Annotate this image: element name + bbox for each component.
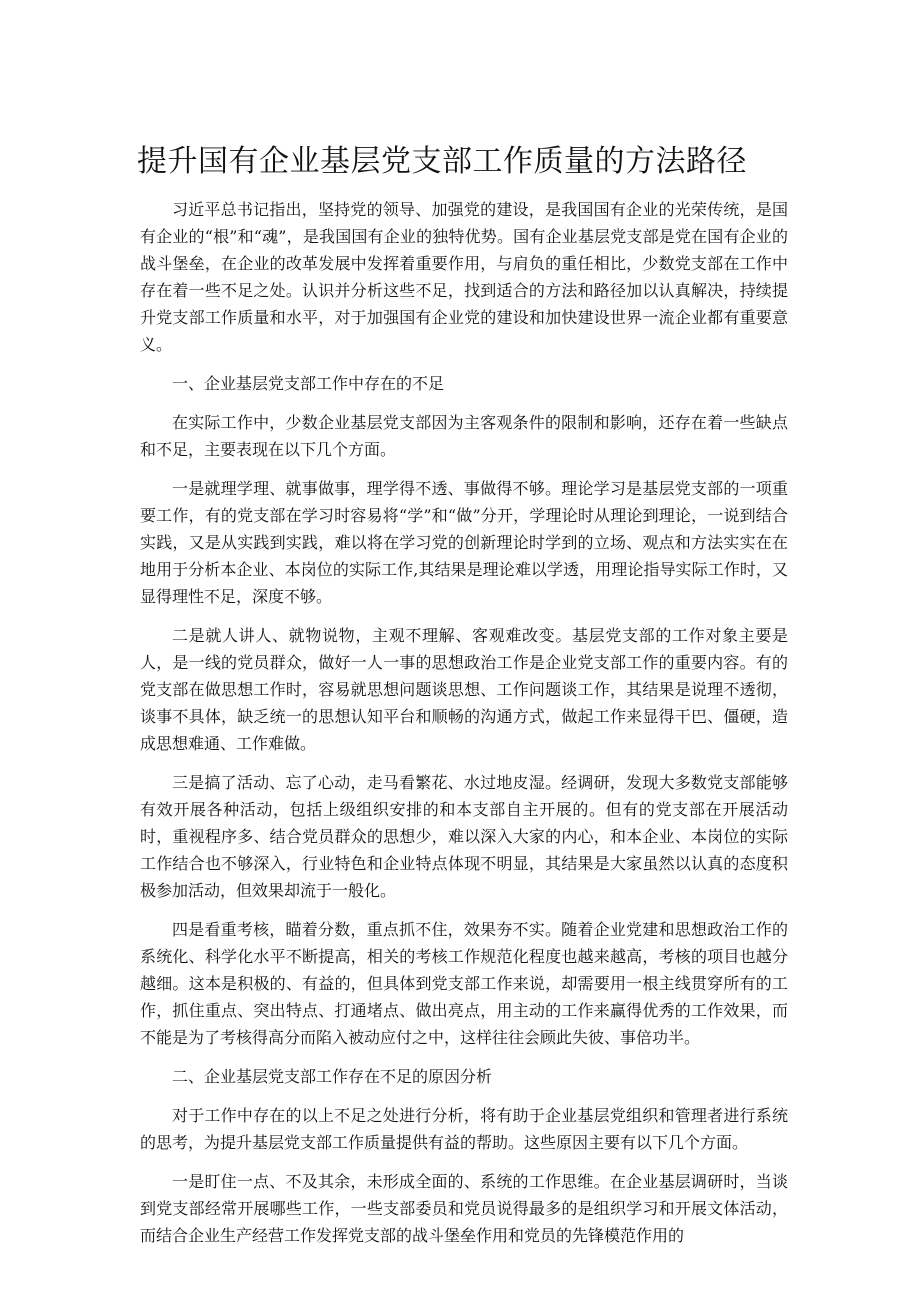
body-paragraph: 对于工作中存在的以上不足之处进行分析，将有助于企业基层党组织和管理者进行系统的思考，为提升基层党支部工作质量提供有益的帮助。这些原因主要有以下几个方面。 xyxy=(140,1106,788,1152)
document-title: 提升国有企业基层党支部工作质量的方法路径 xyxy=(137,144,747,179)
body-paragraph: 一是就理学理、就事做事，理学得不透、事做得不够。理论学习是基层党支部的一项重要工作，有的党支部在学习时容易将“学”和“做”分开，学理论时从理论到理论，一说到结合实践，又是从实践到实践，难以将在学习党的创新理论时学到的立场、观点和方法实实在在地用于分析本企业、本岗位的实际工作,其结果是理论难以学透，用理论指导实际工作时，又显得理性不足，深度不够。 xyxy=(140,479,788,606)
body-paragraph: 三是搞了活动、忘了心动，走马看繁花、水过地皮湿。经调研，发现大多数党支部能够有效开展各种活动，包括上级组织安排的和本支部自主开展的。但有的党支部在开展活动时，重视程序多、结合党员群众的思想少，难以深入大家的内心，和本企业、本岗位的实际工作结合也不够深入，行业特色和企业特点体现不明显，其结果是大家虽然以认真的态度积极参加活动，但效果却流于一般化。 xyxy=(140,773,788,900)
body-paragraph: 在实际工作中，少数企业基层党支部因为主客观条件的限制和影响，还存在着一些缺点和不足，主要表现在以下几个方面。 xyxy=(140,413,788,459)
body-paragraph: 一是盯住一点、不及其余，未形成全面的、系统的工作思维。在企业基层调研时，当谈到党支部经常开展哪些工作，一些支部委员和党员说得最多的是组织学习和开展文体活动，而结合企业生产经营工作发挥党支部的战斗堡垒作用和党员的先锋模范作用的 xyxy=(140,1172,788,1245)
body-paragraph: 二是就人讲人、就物说物，主观不理解、客观难改变。基层党支部的工作对象主要是人，是一线的党员群众，做好一人一事的思想政治工作是企业党支部工作的重要内容。有的党支部在做思想工作时，容易就思想问题谈思想、工作问题谈工作，其结果是说理不透彻，谈事不具体，缺乏统一的思想认知平台和顺畅的沟通方式，做起工作来显得干巴、僵硬，造成思想难通、工作难做。 xyxy=(140,626,788,753)
section-heading-1: 一、企业基层党支部工作中存在的不足 xyxy=(172,374,445,393)
body-paragraph: 四是看重考核，瞄着分数，重点抓不住，效果夯不实。随着企业党建和思想政治工作的系统化、科学化水平不断提高，相关的考核工作规范化程度也越来越高，考核的项目也越分越细。这本是积极的、有益的，但具体到党支部工作来说，却需要用一根主线贯穿所有的工作，抓住重点、突出特点、打通堵点、做出亮点，用主动的工作来赢得优秀的工作效果，而不能是为了考核得高分而陷入被动应付之中，这样往往会顾此失彼、事倍功半。 xyxy=(140,920,788,1047)
document-body xyxy=(140,196,788,1261)
section-heading-2: 二、企业基层党支部工作存在不足的原因分析 xyxy=(172,1067,493,1086)
intro-paragraph: 习近平总书记指出，坚持党的领导、加强党的建设，是我国国有企业的光荣传统，是国有企业的“根”和“魂”，是我国国有企业的独特优势。国有企业基层党支部是党在国有企业的战斗堡垒，在企业的改革发展中发挥着重要作用，与肩负的重任相比，少数党支部在工作中存在着一些不足之处。认识并分析这些不足，找到适合的方法和路径加以认真解决，持续提升党支部工作质量和水平，对于加强国有企业党的建设和加快建设世界一流企业都有重要意义。 xyxy=(140,200,788,354)
